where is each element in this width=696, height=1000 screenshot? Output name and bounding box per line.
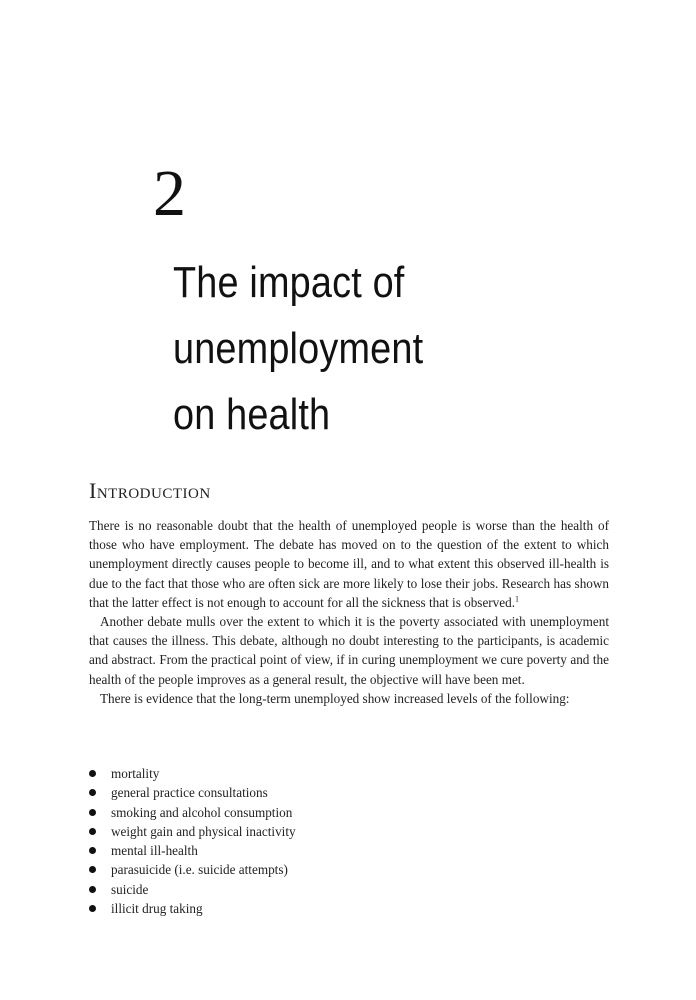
chapter-title-line-3: on health (173, 390, 331, 439)
section-heading: Introduction (89, 478, 211, 503)
bullet-icon (89, 828, 96, 835)
chapter-title-line-2: unemployment (173, 324, 424, 373)
bullet-icon (89, 905, 96, 912)
bullet-list (89, 764, 296, 918)
list-item (89, 899, 296, 918)
list-item (89, 880, 296, 899)
list-item-text: mental ill-health (111, 843, 198, 859)
list-item (89, 803, 296, 822)
list-item (89, 783, 296, 802)
chapter-number: 2 (153, 157, 186, 230)
list-item (89, 860, 296, 879)
list-item-text: general practice consultations (111, 785, 268, 801)
list-item-text: smoking and alcohol consumption (111, 804, 293, 820)
bullet-icon (89, 809, 96, 816)
chapter-title (173, 250, 423, 448)
list-item (89, 764, 296, 783)
list-item-text: mortality (111, 766, 160, 781)
footnote-marker[interactable]: 1 (515, 594, 520, 604)
paragraph-1 (89, 516, 609, 612)
paragraph-3: There is evidence that the long-term unemployed show increased levels of the following: (100, 690, 570, 706)
paragraph-2: Another debate mulls over the extent to which it is the poverty associated with unemployment that causes the illness. This debate, although no doubt interesting to the participants, is academic and abstract. From the practical point of view, if in curing unemployment we cure poverty and the health of the people improves as a general result, the objective will have been met. (89, 614, 609, 687)
list-item (89, 841, 296, 860)
chapter-title-line-1: The impact of (173, 258, 405, 307)
bullet-icon (89, 770, 96, 777)
list-item-text: parasuicide (i.e. suicide attempts) (111, 862, 288, 878)
bullet-icon (89, 866, 96, 873)
body-text (89, 516, 609, 708)
paragraph-1-text: There is no reasonable doubt that the health of unemployed people is worse than the health of those who have employment. The debate has moved on to the question of the extent to which unemployment directly causes people to become ill, and to what extent this observed ill-health is due to the fact that those who are often sick are more likely to lose their jobs. Research has shown that the latter effect is not enough to account for all the sickness that is observed. (89, 518, 609, 610)
bullet-icon (89, 886, 96, 893)
bullet-icon (89, 789, 96, 796)
list-item-text: suicide (111, 881, 149, 897)
list-item (89, 822, 296, 841)
list-item-text: illicit drug taking (111, 901, 203, 917)
bullet-icon (89, 847, 96, 854)
list-item-text: weight gain and physical inactivity (111, 823, 296, 839)
